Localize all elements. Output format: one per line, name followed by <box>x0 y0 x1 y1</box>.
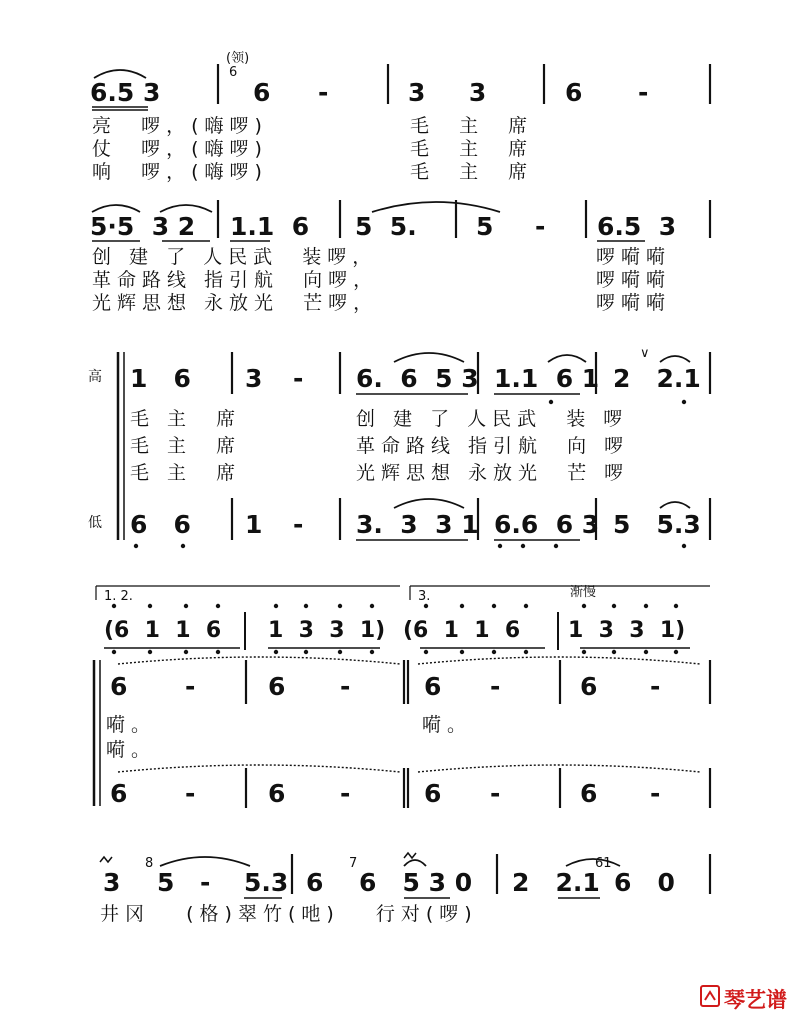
s4-high-b: 6 <box>268 672 286 701</box>
s1-lyric-2b: 毛 主 席 <box>410 138 534 160</box>
slur-s3-low-b <box>660 502 690 508</box>
octave-dot-below <box>274 650 278 654</box>
s2-lyric-2b: 啰嗬嗬 <box>596 269 672 291</box>
slur-s3-high-a <box>394 353 464 362</box>
s1-notes-d: 6 <box>565 78 583 107</box>
s3-lyric-3b: 光辉思想 永放光 芒 啰 <box>356 462 630 484</box>
s2-m4-dash: - <box>535 212 546 241</box>
s4-lyric-low-1: 嗬。 <box>106 739 157 761</box>
octave-dot <box>524 604 528 608</box>
octave-dot-below <box>370 650 374 654</box>
s2-lyric-1b: 啰嗬嗬 <box>596 246 672 268</box>
s4-high-dash-a: - <box>185 672 196 701</box>
s2-lyric-2a: 革命路线 指引航 向啰， <box>92 269 379 291</box>
slur-s5-c <box>566 859 620 866</box>
s3-low-m3: 3. 3 3 1 <box>356 510 479 539</box>
s4-lyric-high-3: 嗬。 <box>422 714 473 736</box>
octave-dot <box>554 544 558 548</box>
tie-s4-low-a <box>118 765 400 772</box>
octave-dot-below <box>492 650 496 654</box>
octave-dot <box>338 604 342 608</box>
s4-lyric-high-1: 嗬。 <box>106 714 157 736</box>
breath-mark: ∨ <box>640 346 650 361</box>
slur-s5-a <box>160 857 250 866</box>
s4-low-c: 6 <box>424 779 442 808</box>
s3-low-m2-dash: - <box>293 510 304 539</box>
s5-m1-c: 5.3 <box>244 868 289 897</box>
octave-dot-below <box>674 650 678 654</box>
s4-low-d: 6 <box>580 779 598 808</box>
s3-high-m2-dash: - <box>293 364 304 393</box>
watermark-logo-icon <box>700 985 720 1007</box>
octave-dot <box>304 604 308 608</box>
s5-m1-b: 5 <box>157 868 175 897</box>
octave-dot-below <box>644 650 648 654</box>
s2-lyric-1a: 创 建 了 人民武 装啰， <box>92 246 378 268</box>
octave-dot <box>644 604 648 608</box>
octave-dot <box>460 604 464 608</box>
s5-m2-a: 6 <box>306 868 324 897</box>
s4-instr-c: (6 1 1 6 <box>403 618 521 643</box>
s5-m1-dash: - <box>200 868 211 897</box>
s5-m3: 2 2.1 <box>512 868 600 897</box>
lead-marking: (领) <box>226 51 250 66</box>
s4-low-b: 6 <box>268 779 286 808</box>
s5-m3-grace: 61 <box>595 856 612 871</box>
octave-dot <box>274 604 278 608</box>
s1-lyric-1a: 亮 啰，(嗨啰) <box>92 115 268 137</box>
octave-dot <box>612 604 616 608</box>
s3-high-m5: 2 2.1 <box>613 364 701 393</box>
s4-instr-d: 1 3 3 1) <box>568 618 686 643</box>
s3-lyric-1b: 创 建 了 人民武 装 啰 <box>356 408 629 430</box>
slur-s5-b <box>404 860 426 866</box>
s5-m2-b: 6 5 3 0 <box>359 868 473 897</box>
s3-low-m4: 6.6 6 3 <box>494 510 600 539</box>
octave-dot <box>184 604 188 608</box>
octave-dot <box>148 604 152 608</box>
s4-low-dash-a: - <box>185 779 196 808</box>
s3-high-m1: 1 6 <box>130 364 191 393</box>
volta-3: 3. <box>418 589 431 604</box>
s2-m3: 5 5. <box>355 212 417 241</box>
s5-m3-b: 6 0 <box>614 868 675 897</box>
octave-dot <box>112 604 116 608</box>
slur-s1 <box>94 70 146 78</box>
tie-s4-high-a <box>118 657 400 664</box>
s3-low-m5: 5 5.3 <box>613 510 701 539</box>
volta-1-2: 1. 2. <box>104 589 133 604</box>
s2-m5: 6.5 3 <box>597 212 677 241</box>
s3-low-m2: 1 <box>245 510 263 539</box>
s1-notes-c: 3 3 <box>408 78 487 107</box>
s5-lyric: 井冈 (格)翠竹(吔) 行对(啰) <box>100 903 478 925</box>
octave-dot-below <box>148 650 152 654</box>
s3-high-m4: 1.1 6 1 <box>494 364 600 393</box>
s5-m1-a: 3 <box>103 868 121 897</box>
s4-high-a: 6 <box>110 672 128 701</box>
slur-s3-high-b <box>548 355 586 362</box>
octave-dot <box>582 604 586 608</box>
s4-high-d: 6 <box>580 672 598 701</box>
s1-dash2: - <box>638 78 649 107</box>
trill-mark <box>100 857 112 862</box>
octave-dot <box>181 544 185 548</box>
s2-m2: 1.1 6 <box>230 212 310 241</box>
slur-s3-low-a <box>394 499 464 508</box>
octave-dot-below <box>460 650 464 654</box>
octave-dot-below <box>524 650 528 654</box>
s1-lyric-1b: 毛 主 席 <box>410 115 534 137</box>
s3-low-m1: 6 6 <box>130 510 191 539</box>
s4-low-dash-c: - <box>490 779 501 808</box>
s1-notes-a: 6.5 3 <box>90 78 161 107</box>
s3-high-m2: 3 <box>245 364 263 393</box>
s4-high-c: 6 <box>424 672 442 701</box>
octave-dot <box>370 604 374 608</box>
s3-lyric-1a: 毛 主 席 <box>130 408 242 430</box>
octave-dot-below <box>424 650 428 654</box>
octave-dot <box>521 544 525 548</box>
s3-lyric-2a: 毛 主 席 <box>130 435 242 457</box>
s1-dash1: - <box>318 78 329 107</box>
octave-dot <box>134 544 138 548</box>
octave-dot <box>682 400 686 404</box>
s2-m1: 5·5 3 2 <box>90 212 196 241</box>
s5-m2-grace: 7 <box>349 856 358 871</box>
s4-high-dash-b: - <box>340 672 351 701</box>
s4-low-dash-b: - <box>340 779 351 808</box>
s1-notes-b: 6 <box>253 78 271 107</box>
octave-dot-below <box>216 650 220 654</box>
s4-low-dash-d: - <box>650 779 661 808</box>
octave-dot-below <box>612 650 616 654</box>
slur-s3-high-c <box>660 356 690 362</box>
s3-lyric-3a: 毛 主 席 <box>130 462 242 484</box>
s1-lyric-3b: 毛 主 席 <box>410 161 534 183</box>
slur-s2-b <box>160 205 212 212</box>
octave-dot-below <box>582 650 586 654</box>
dynamic-ritardando: 渐慢 <box>570 585 597 600</box>
s1-lyric-3a: 响 啰，(嗨啰) <box>92 161 268 183</box>
s4-high-dash-c: - <box>490 672 501 701</box>
s5-m1-grace: 8 <box>145 856 154 871</box>
label-low: 低 <box>88 515 102 531</box>
octave-dot <box>674 604 678 608</box>
s4-instr-a: (6 1 1 6 <box>104 618 222 643</box>
s3-high-m3: 6. 6 5 3 <box>356 364 479 393</box>
octave-dot <box>216 604 220 608</box>
s2-lyric-3a: 光辉思想 永放光 芒啰， <box>92 292 379 314</box>
octave-dot <box>549 400 553 404</box>
octave-dot <box>498 544 502 548</box>
octave-dot <box>492 604 496 608</box>
watermark-text: 琴艺谱 <box>724 988 787 1012</box>
s2-m4: 5 <box>476 212 494 241</box>
octave-dot-below <box>304 650 308 654</box>
s4-instr-b: 1 3 3 1) <box>268 618 386 643</box>
s1-grace: 6 <box>229 65 238 80</box>
s4-high-dash-d: - <box>650 672 661 701</box>
label-high: 高 <box>88 369 102 385</box>
s4-low-a: 6 <box>110 779 128 808</box>
octave-dot-below <box>112 650 116 654</box>
slur-s2-a <box>92 205 140 212</box>
trill-mark <box>404 853 416 858</box>
s1-lyric-2a: 仗 啰，(嗨啰) <box>92 138 268 160</box>
octave-dot-below <box>184 650 188 654</box>
octave-dot-below <box>338 650 342 654</box>
s3-lyric-2b: 革命路线 指引航 向 啰 <box>356 435 630 457</box>
octave-dot <box>682 544 686 548</box>
octave-dot <box>424 604 428 608</box>
slur-s2-c <box>372 202 500 212</box>
s2-lyric-3b: 啰嗬嗬 <box>596 292 672 314</box>
